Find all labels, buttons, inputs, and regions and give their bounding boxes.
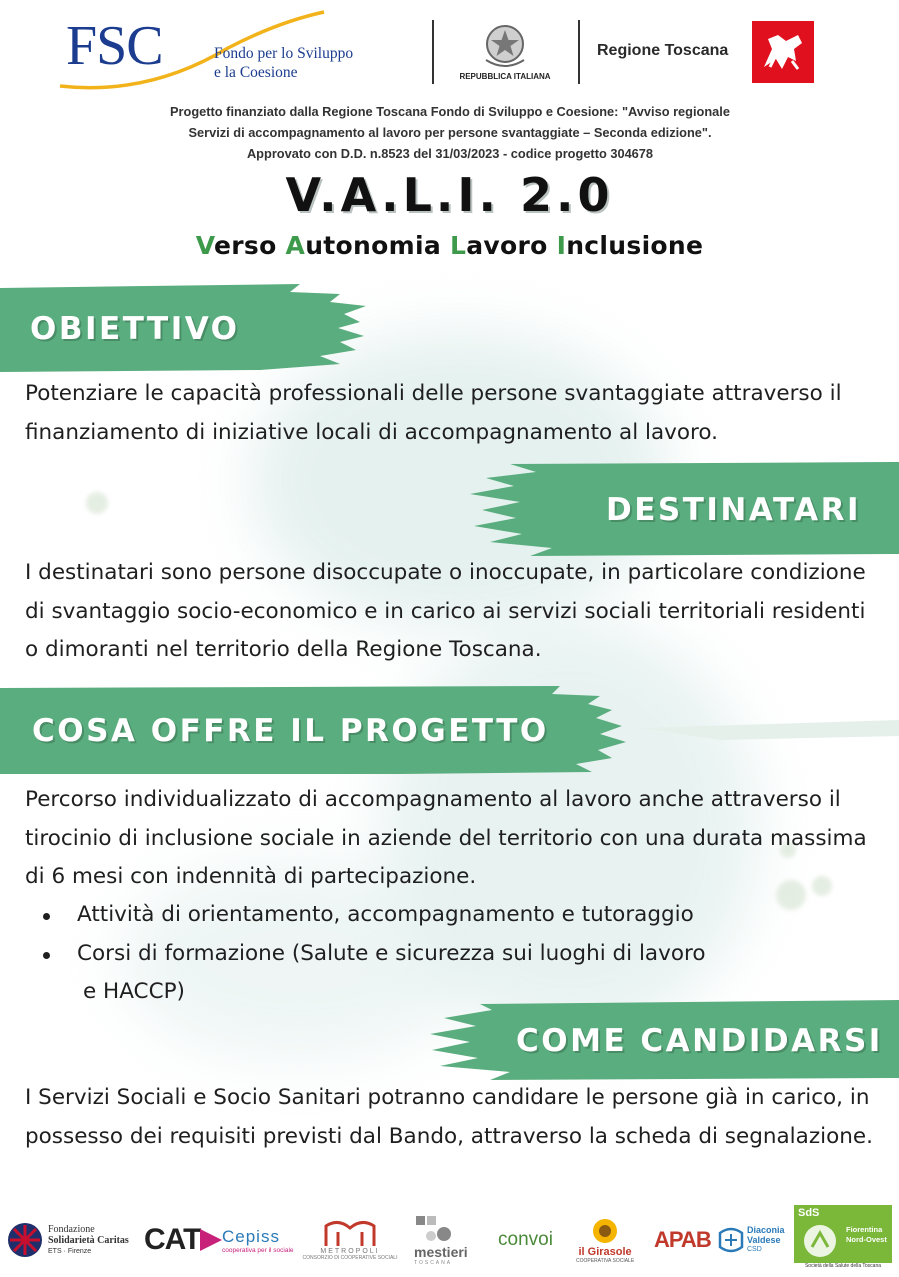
girasole-logo: il Girasole COOPERATIVA SOCIALE <box>576 1205 634 1275</box>
bullet-icon <box>43 913 50 920</box>
bullet-icon <box>43 952 50 959</box>
list-item: Attività di orientamento, accompagnamento e tutoraggio <box>25 896 825 935</box>
caritas-logo: Fondazione Solidarietà Caritas ETS · Firenze <box>6 1205 136 1275</box>
page-title: V.A.L.I. 2.0 <box>285 168 614 222</box>
section-heading-obiettivo: OBIETTIVO <box>30 311 240 347</box>
fsc-name: Fondo per lo Sviluppo e la Coesione <box>214 45 354 81</box>
funding-note: Progetto finanziato dalla Regione Toscana Fondo di Sviluppo e Coesione: "Avviso regionale Servizi di accompagnamento al lavoro per persone svantaggiate – Seconda edizione". Approvato con D.D. n.8523 del 31/03/2023 - codice progetto 304678 <box>170 104 730 161</box>
logo-divider <box>432 20 434 84</box>
offerta-text: Percorso individualizzato di accompagnamento al lavoro anche attraverso il tirocinio di inclusione sociale in aziende del territorio con una durata massima di 6 mesi con indennità di partecipazione. <box>25 787 867 889</box>
mestieri-logo: mestieri TOSCANA <box>414 1205 468 1275</box>
diaconia-mark-icon <box>718 1225 744 1255</box>
apab-logo: APAB <box>654 1227 711 1252</box>
section-heading-candidarsi: COME CANDIDARSI <box>516 1023 883 1059</box>
watercolor-dot <box>86 492 108 514</box>
sds-figure-icon <box>800 1221 840 1261</box>
cat-logo: CAT <box>144 1205 222 1275</box>
obiettivo-banner <box>0 284 370 374</box>
convoi-logo: convoi <box>498 1229 553 1250</box>
sds-logo: SdS Fiorentina Nord-Ovest Società della Salute della Toscana <box>794 1205 892 1275</box>
partner-logos <box>0 1205 899 1277</box>
section-heading-destinatari: DESTINATARI <box>606 492 862 528</box>
candidarsi-text: I Servizi Sociali e Socio Sanitari potranno candidare le persone già in carico, in possesso dei requisiti previsti dal Bando, attraverso la scheda di segnalazione. <box>25 1085 873 1149</box>
list-item: Corsi di formazione (Salute e sicurezza sui luoghi di lavoro <box>25 935 825 974</box>
sunflower-icon <box>588 1216 622 1246</box>
candidarsi-banner <box>430 1000 899 1082</box>
diaconia-logo: Diaconia Valdese CSD <box>718 1205 785 1275</box>
mestieri-dots-icon <box>414 1214 454 1244</box>
page-subtitle: Verso Autonomia Lavoro Inclusione <box>195 231 704 260</box>
destinatari-banner <box>470 462 899 558</box>
caritas-cross-icon <box>6 1221 44 1259</box>
offerta-banner <box>0 686 899 776</box>
section-heading-offerta: COSA OFFRE IL PROGETTO <box>32 713 549 749</box>
metropoli-logo: METROPOLI CONSORZIO DI COOPERATIVE SOCIALI <box>290 1205 410 1275</box>
list-item-continuation: e HACCP) <box>83 979 185 1004</box>
metropoli-mark-icon <box>322 1220 378 1248</box>
cepiss-logo: Cepiss cooperativa per il sociale <box>222 1226 294 1254</box>
italian-republic-emblem-icon <box>476 20 534 72</box>
toscana-flag-icon <box>752 21 814 83</box>
header-logos <box>0 0 899 100</box>
repubblica-label: REPUBBLICA ITALIANA <box>459 72 551 81</box>
obiettivo-text: Potenziare le capacità professionali delle persone svantaggiate attraverso il finanziamento di iniziative locali di accompagnamento al lavoro. <box>25 381 842 445</box>
fsc-logo: FSC <box>66 15 163 77</box>
offerta-bullet-list <box>25 896 825 1012</box>
destinatari-text: I destinatari sono persone disoccupate o inoccupate, in particolare condizione di svantaggio socio-economico e in carico ai servizi sociali territoriali residenti o dimoranti nel territorio della Regione Toscana. <box>25 560 866 662</box>
logo-divider <box>578 20 580 84</box>
cat-arrow-icon <box>200 1225 222 1255</box>
regione-toscana-label: Regione Toscana <box>597 42 729 59</box>
